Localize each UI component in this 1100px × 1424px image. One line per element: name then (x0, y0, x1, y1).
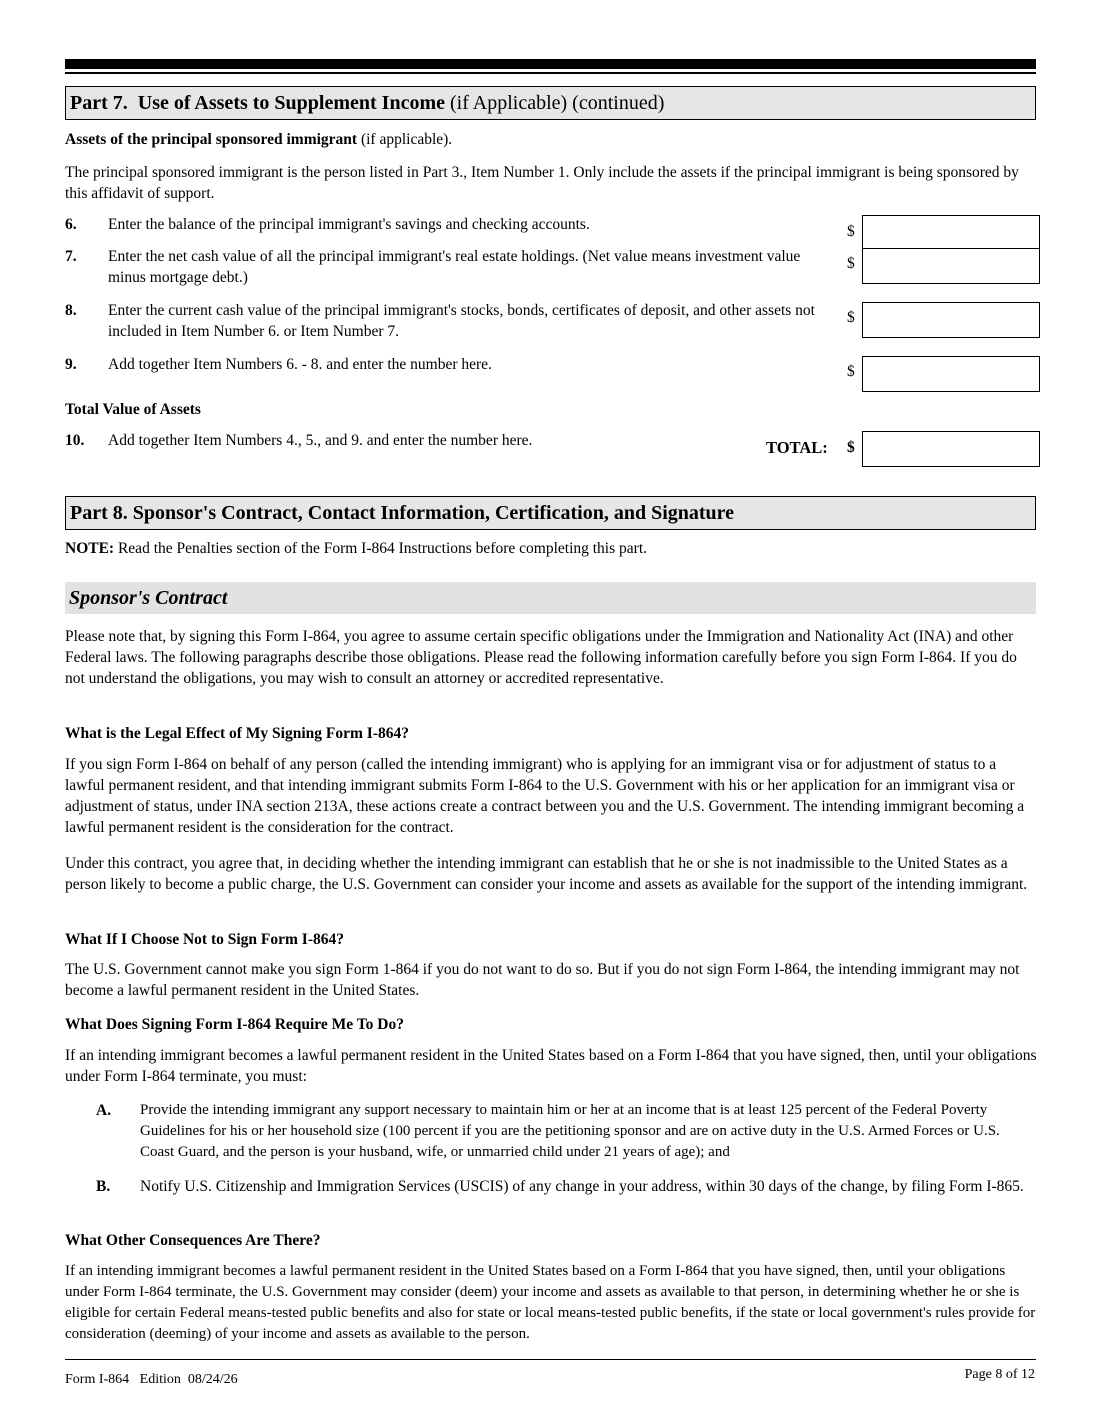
item-7-currency: $ (847, 255, 855, 272)
item-8-input[interactable] (862, 302, 1040, 338)
requirement-b-letter: B. (96, 1178, 111, 1195)
item-8-number: 8. (65, 302, 77, 319)
item-9-text: Add together Item Numbers 6. - 8. and enter the number here. (108, 356, 492, 373)
assets-heading (65, 129, 1037, 150)
requirement-a-letter: A. (96, 1102, 112, 1119)
contract-intro-paragraph: Please note that, by signing this Form I-864, you agree to assume certain specific obligations under the Immigration and Nationality Act (INA) and other Federal laws. The following paragraphs describe those obligations. Please read the following information carefully before you sign Form I-864. If you do not understand the obligations, you may wish to consult an attorney or accredited representative. (65, 628, 1017, 687)
footer-rule (65, 1359, 1036, 1360)
total-input[interactable] (862, 431, 1040, 467)
item-7-text: Enter the net cash value of all the principal immigrant's real estate holdings. (Net value means investment value minus mortgage debt.) (108, 248, 801, 286)
item-8-text: Enter the current cash value of the principal immigrant's stocks, bonds, certificates of deposit, and other assets not included in Item Number 6. or Item Number 7. (108, 302, 815, 340)
part7-number: Part 7. (70, 92, 128, 114)
question-legal-effect: What is the Legal Effect of My Signing Form I-864? (65, 725, 409, 742)
item-10-text: Add together Item Numbers 4., 5., and 9. and enter the number here. (108, 432, 533, 449)
assets-heading-label: Assets of the principal sponsored immigrant (65, 131, 358, 148)
item-7-number: 7. (65, 248, 77, 265)
assets-intro: The principal sponsored immigrant is the person listed in Part 3., Item Number 1. Only include the assets if the principal immigrant is being sponsored by this affidavit of support. (65, 164, 1019, 202)
question-requirements: What Does Signing Form I-864 Require Me To Do? (65, 1016, 405, 1033)
part7-title-text: Use of Assets to Supplement Income (137, 92, 445, 114)
total-label: TOTAL: (766, 438, 828, 457)
requirement-a-text: Provide the intending immigrant any support necessary to maintain him or her at an income that is at least 125 percent of the Federal Poverty Guidelines for his or her household size (100 percent if you are the petitioning sponsor and are on active duty in the U.S. Armed Forces or U.S. Coast Guard, and the person is your husband, wife, or unmarried child under 21 years of age); and (140, 1102, 1000, 1160)
part8-title: Part 8. Sponsor's Contract, Contact Information, Certification, and Signature (70, 502, 735, 524)
part8-header (65, 496, 1036, 530)
assets-heading-suffix: (if applicable). (360, 131, 453, 148)
top-rule-thick (65, 59, 1036, 69)
legal-effect-paragraph-1: If you sign Form I-864 on behalf of any person (called the intending immigrant) who is applying for an immigrant visa or for adjustment of status to a lawful permanent resident, and that intending immigrant submits Form I-864 to the U.S. Government with his or her application for an immigrant visa or adjustment of status, under INA section 213A, these actions create a contract between you and the U.S. Government. The intending immigrant becoming a lawful permanent resident is the consideration for the contract. (65, 756, 1025, 836)
item-9-number: 9. (65, 356, 77, 373)
note-text: Read the Penalties section of the Form I-864 Instructions before completing this part. (117, 540, 647, 557)
part7-title-suffix: (if Applicable) (continued) (449, 92, 665, 114)
requirements-paragraph: If an intending immigrant becomes a lawful permanent resident in the United States based on a Form I-864 that you have signed, then, until your obligations under Form I-864 terminate, you must: (65, 1047, 1037, 1085)
part7-header (65, 86, 1036, 120)
legal-effect-paragraph-2: Under this contract, you agree that, in deciding whether the intending immigrant can establish that he or she is not inadmissible to the United States as a person likely to become a public charge, the U.S. Government can consider your income and assets as available for the support of the intending immigrant. (65, 855, 1028, 893)
item-6-input[interactable] (862, 215, 1040, 251)
part7-title (70, 91, 664, 115)
sponsors-contract-header (65, 582, 1036, 614)
consequences-paragraph: If an intending immigrant becomes a lawful permanent resident in the United States based on a Form I-864 that you have signed, then, until your obligations under Form I-864 terminate, the U.S. Government may consider (deem) your income and assets as available to that person, in determining whether he or she is eligible for certain Federal means-tested public benefits and also for state or local means-tested public benefits, if the state or local government's rules provide for consideration (deeming) of your income and assets as available to the person. (65, 1263, 1036, 1342)
note-label: NOTE: (65, 540, 115, 557)
item-9-currency: $ (847, 363, 855, 380)
item-7-input[interactable] (862, 248, 1040, 284)
part8-note (65, 538, 1037, 559)
not-sign-paragraph: The U.S. Government cannot make you sign Form 1-864 if you do not want to do so. But if you do not sign Form I-864, the intending immigrant may not become a lawful permanent resident in the United States. (65, 961, 1020, 999)
question-not-sign: What If I Choose Not to Sign Form I-864? (65, 931, 344, 948)
item-9-input[interactable] (862, 356, 1040, 392)
question-consequences: What Other Consequences Are There? (65, 1232, 321, 1249)
item-6-currency: $ (847, 223, 855, 240)
total-currency: $ (847, 439, 855, 456)
top-rule-thin (65, 72, 1036, 74)
total-assets-heading: Total Value of Assets (65, 401, 201, 418)
item-8-currency: $ (847, 309, 855, 326)
sponsors-contract-title: Sponsor's Contract (69, 587, 228, 609)
footer-form-edition: Form I-864 Edition 08/24/26 (65, 1372, 238, 1387)
requirement-b-text: Notify U.S. Citizenship and Immigration Services (USCIS) of any change in your address, within 30 days of the change, by filing Form I-865. (140, 1178, 1024, 1195)
footer-page-number: Page 8 of 12 (964, 1367, 1035, 1382)
item-6-text: Enter the balance of the principal immigrant's savings and checking accounts. (108, 216, 590, 233)
item-6-number: 6. (65, 216, 77, 233)
item-10-number: 10. (65, 432, 85, 449)
